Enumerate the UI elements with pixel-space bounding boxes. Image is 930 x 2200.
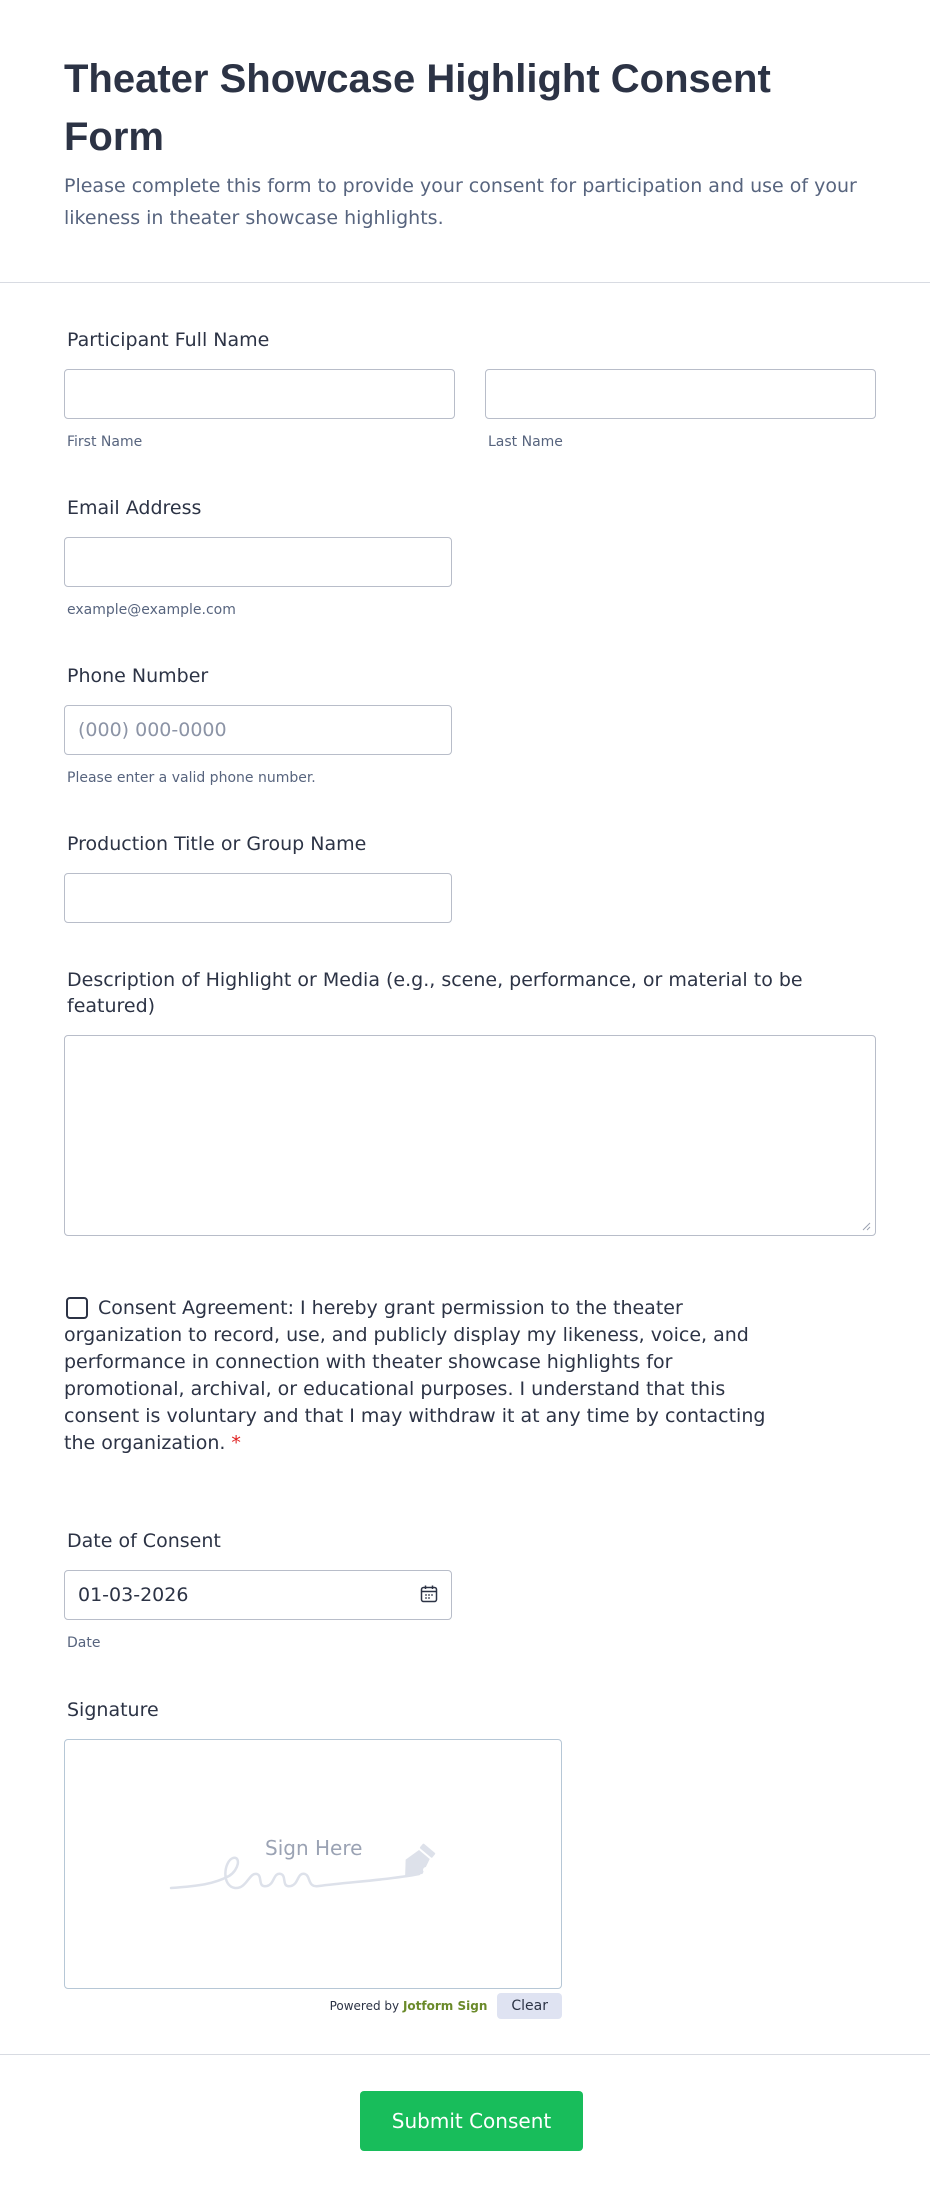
form-subtitle: Please complete this form to provide your consent for participation and use of your likeness in theater showcase highlights. [64,175,857,229]
first-name-sublabel: First Name [67,434,143,450]
required-asterisk: * [231,1432,241,1454]
signature-footer [330,1993,562,2019]
last-name-sublabel: Last Name [488,434,563,450]
last-name-input[interactable] [485,369,876,419]
submit-button[interactable]: Submit Consent [360,2091,583,2151]
email-input[interactable] [64,537,452,587]
date-input[interactable]: 01-03-2026 [64,1570,452,1620]
production-label: Production Title or Group Name [67,833,367,855]
email-field-group [64,495,452,619]
consent-field-group [64,1295,784,1457]
consent-checkbox[interactable] [66,1297,88,1319]
signature-label: Signature [67,1699,159,1721]
resize-grip-icon[interactable] [861,1221,871,1231]
consent-agreement [64,1295,784,1457]
phone-sublabel: Please enter a valid phone number. [67,770,316,786]
calendar-icon[interactable] [419,1584,439,1604]
production-input[interactable] [64,873,452,923]
jotform-sign-brand: Jotform Sign [402,1999,488,2013]
description-textarea[interactable] [64,1035,876,1236]
clear-signature-button[interactable]: Clear [497,1993,562,2019]
date-label: Date of Consent [67,1530,221,1552]
phone-input[interactable]: (000) 000-0000 [64,705,452,755]
description-label: Description of Highlight or Media (e.g., scene, performance, or material to be featured) [67,969,803,1017]
phone-field-group [64,663,452,787]
first-name-input[interactable] [64,369,455,419]
form-title: Theater Showcase Highlight Consent Form [64,57,771,159]
sign-here-placeholder: Sign Here [265,1836,363,1860]
powered-by-text [330,1999,488,2013]
description-field-group [64,967,876,1236]
consent-text: Consent Agreement: I hereby grant permission to the theater organization to record, use, and publicly display my likeness, voice, and performance in connection with theater showcase highlights for promotional, archival, or educational purposes. I understand that this consent is voluntary and that I may withdraw it at any time by contacting the organization. [64,1297,766,1454]
phone-label: Phone Number [67,665,209,687]
name-field-group [64,327,876,451]
signature-field-group [64,1697,562,2014]
production-field-group [64,831,452,923]
form-header [0,0,930,283]
footer-divider [0,2054,930,2055]
email-sublabel: example@example.com [67,602,236,618]
powered-by-prefix: Powered by [329,1999,400,2013]
signature-pad[interactable] [64,1739,562,1989]
date-sublabel: Date [67,1635,101,1651]
name-label: Participant Full Name [67,329,270,351]
email-label: Email Address [67,497,202,519]
date-field-group [64,1528,452,1652]
